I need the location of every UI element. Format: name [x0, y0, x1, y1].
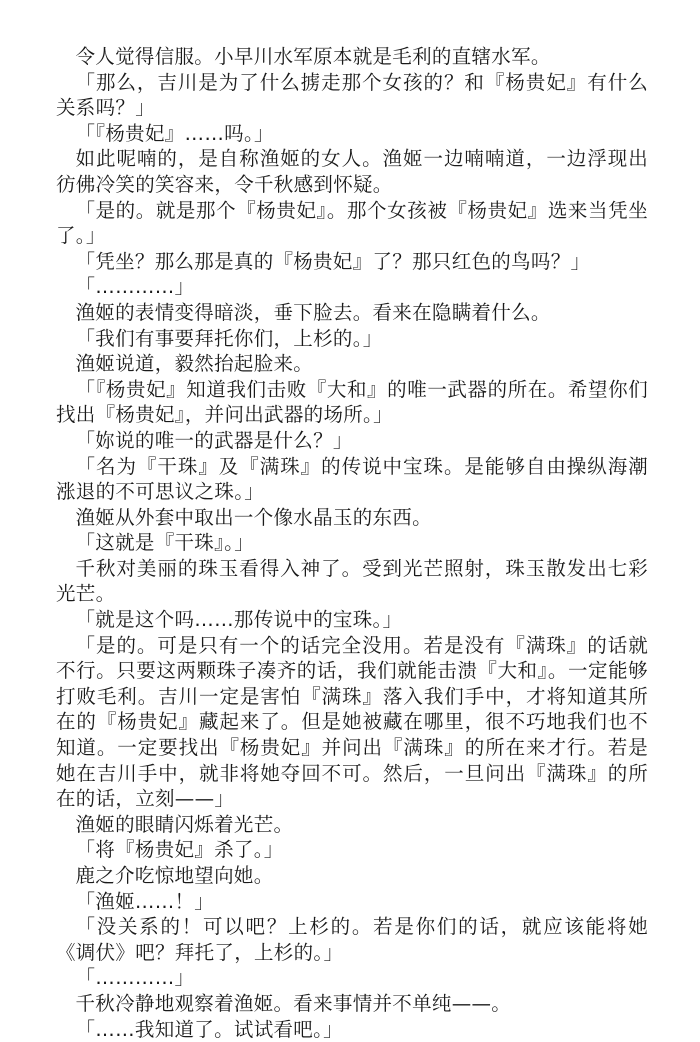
paragraph: 「就是这个吗……那传说中的宝珠。」	[75, 608, 403, 632]
document-page	[56, 44, 648, 1042]
paragraph: 「……我知道了。试试看吧。」	[75, 1017, 343, 1041]
paragraph: 「『杨贵妃』……吗。」	[75, 121, 274, 145]
paragraph: 「那么，吉川是为了什么掳走那个女孩的？和『杨贵妃』有什么关系吗？」	[56, 70, 648, 120]
paragraph: 渔姬的表情变得暗淡，垂下脸去。看来在隐瞒着什么。	[75, 300, 551, 324]
paragraph: 「这就是『干珠』。」	[75, 531, 255, 555]
paragraph: 渔姬从外套中取出一个像水晶玉的东西。	[75, 505, 432, 529]
paragraph: 「凭坐？那么那是真的『杨贵妃』了？那只红色的鸟吗？」	[75, 249, 591, 273]
paragraph: 「将『杨贵妃』杀了。」	[75, 838, 284, 862]
paragraph: 令人觉得信服。小早川水军原本就是毛利的直辖水军。	[75, 45, 551, 68]
paragraph: 「渔姬……！」	[75, 889, 215, 913]
paragraph: 「没关系的！可以吧？上杉的。若是你们的话，就应该能将她《调伏》吧？拜托了，上杉的。」	[56, 915, 648, 964]
paragraph: 渔姬说道，毅然抬起脸来。	[75, 352, 314, 376]
paragraph: 「『杨贵妃』知道我们击败『大和』的唯一武器的所在。希望你们找出『杨贵妃』，并问出武器的场所。」	[56, 377, 648, 427]
paragraph: 鹿之介吃惊地望向她。	[75, 864, 274, 887]
paragraph: 千秋对美丽的珠玉看得入神了。受到光芒照射，珠玉散发出七彩光芒。	[56, 556, 648, 606]
paragraph: 渔姬的眼睛闪烁着光芒。	[75, 812, 294, 836]
paragraph: 「…………」	[75, 966, 195, 990]
paragraph: 「名为『干珠』及『满珠』的传说中宝珠。是能够自由操纵海潮涨退的不可思议之珠。」	[56, 454, 648, 504]
paragraph: 「是的。就是那个『杨贵妃』。那个女孩被『杨贵妃』选来当凭坐了。」	[56, 198, 648, 248]
paragraph: 千秋冷静地观察着渔姬。看来事情并不单纯——。	[75, 991, 512, 1015]
paragraph: 「是的。可是只有一个的话完全没用。若是没有『满珠』的话就不行。只要这两颗珠子凑齐的话，我们就能击溃『大和』。一定能够打败毛利。吉川一定是害怕『满珠』落入我们手中，才将知道其所在的『杨贵妃』藏起来了。但是她被藏在哪里，很不巧地我们也不知道。一定要找出『杨贵妃』并问出『满珠』的所在来才行。若是她在吉川手中，就非将她夺回不可。然后，一旦问出『满珠』的所在的话，立刻——」	[56, 633, 648, 811]
paragraph: 「妳说的唯一的武器是什么？」	[75, 428, 353, 452]
paragraph: 「我们有事要拜托你们，上杉的。」	[75, 326, 383, 350]
paragraph: 「…………」	[75, 275, 195, 299]
paragraph: 如此呢喃的，是自称渔姬的女人。渔姬一边喃喃道，一边浮现出彷佛冷笑的笑容来，令千秋感到怀疑。	[56, 147, 648, 196]
